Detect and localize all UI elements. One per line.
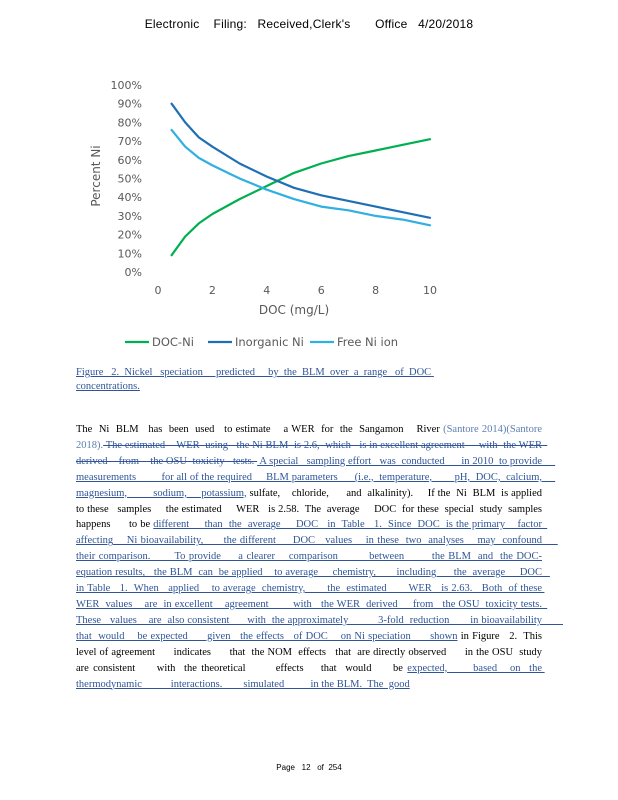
y-tick-label: 10% — [117, 247, 142, 261]
legend-label: Free Ni ion — [337, 335, 399, 349]
plain-text-2: in Figure 2. This level of agreement indicates that the NOM effects that are directly observed in the OSU study are consistent with the theoretical effects that would be — [76, 630, 550, 674]
filing-header-text: Electronic Filing: Received,Clerk's Office 4/20/2018 — [144, 17, 474, 31]
y-tick-label: 50% — [117, 172, 142, 186]
total-pages: 254 — [328, 763, 342, 772]
x-tick-label: 2 — [208, 284, 216, 297]
x-tick-label: 8 — [372, 284, 380, 297]
page-number: 12 — [301, 763, 311, 772]
inserted-text-2: different than the average DOC in Table 1. Since DOC is the primary factor affecting Ni bioavailability, the different DOC values in these two analyses may confound their comparison. To provide a clearer comparison between the BLM and the DOC-equation results, the BLM can be applied to average chemistry, including the average DOC in Table 1. When applied to average chemistry, the estimated WER is 2.63. Both of these WER values are in excellent agreement with the WER derived from the OSU toxicity tests. These values are also consistent with the approximately 3-fold reduction in bioavailability that would be expected given the effects of DOC on Ni speciation shown — [76, 519, 563, 642]
x-axis-label: DOC (mg/L) — [258, 303, 330, 317]
x-axis-ticks — [155, 284, 438, 297]
y-axis-label: Percent Ni — [89, 145, 103, 207]
x-tick-label: 4 — [263, 284, 271, 297]
figure-caption-text: Figure 2. Nickel speciation predicted by the BLM over a range of DOC concentrations. — [76, 367, 434, 392]
y-tick-label: 30% — [117, 209, 142, 223]
y-tick-label: 100% — [110, 79, 142, 92]
citation-new: (Santore 2018). — [76, 424, 553, 451]
paragraph-intro: The Ni BLM has been used to estimate a WER for the Sangamon River — [76, 424, 444, 435]
plain-text-1: sulfate, chloride, and alkalinity). If the Ni BLM is applied to these samples the estimated WER is 2.58. The average DOC for these special study samples happens to be — [76, 487, 553, 531]
series-line-doc-ni — [172, 139, 430, 255]
page-label: Page — [276, 763, 295, 772]
page-footer — [0, 763, 618, 772]
y-tick-label: 70% — [117, 135, 142, 149]
inserted-text-3: expected, based on the thermodynamic interactions. simulated in the BLM. The good — [76, 662, 545, 690]
x-tick-label: 0 — [154, 284, 162, 297]
chart-legend — [125, 335, 398, 349]
figure-caption — [76, 366, 456, 394]
y-axis-ticks — [111, 79, 142, 279]
y-tick-label: 60% — [117, 153, 142, 167]
y-tick-label: 0% — [124, 266, 142, 279]
legend-label: DOC-Ni — [152, 335, 194, 349]
y-tick-label: 90% — [117, 97, 142, 111]
series-lines — [172, 104, 430, 256]
x-tick-label: 10 — [423, 284, 437, 297]
y-tick-label: 40% — [117, 191, 142, 205]
body-paragraph — [76, 422, 563, 692]
y-tick-label: 80% — [117, 116, 142, 130]
legend-label: Inorganic Ni — [235, 335, 304, 349]
nickel-speciation-chart — [70, 70, 470, 360]
y-tick-label: 20% — [117, 228, 142, 242]
of-label: of — [317, 763, 324, 772]
x-tick-label: 6 — [317, 284, 325, 297]
deleted-sentence: The estimated WER using the Ni BLM is 2.6, which is in excellent agreement with the WER derived from the OSU toxicity tests. — [76, 439, 548, 467]
citation-old: (Santore 2014) — [443, 424, 507, 435]
inserted-text-1: A special sampling effort was conducted in 2010 to provide measurements for all of the required BLM parameters (i.e., temperature, pH, DOC, calcium, magnesium, sodium, potassium, — [76, 455, 556, 499]
filing-header — [0, 17, 618, 31]
